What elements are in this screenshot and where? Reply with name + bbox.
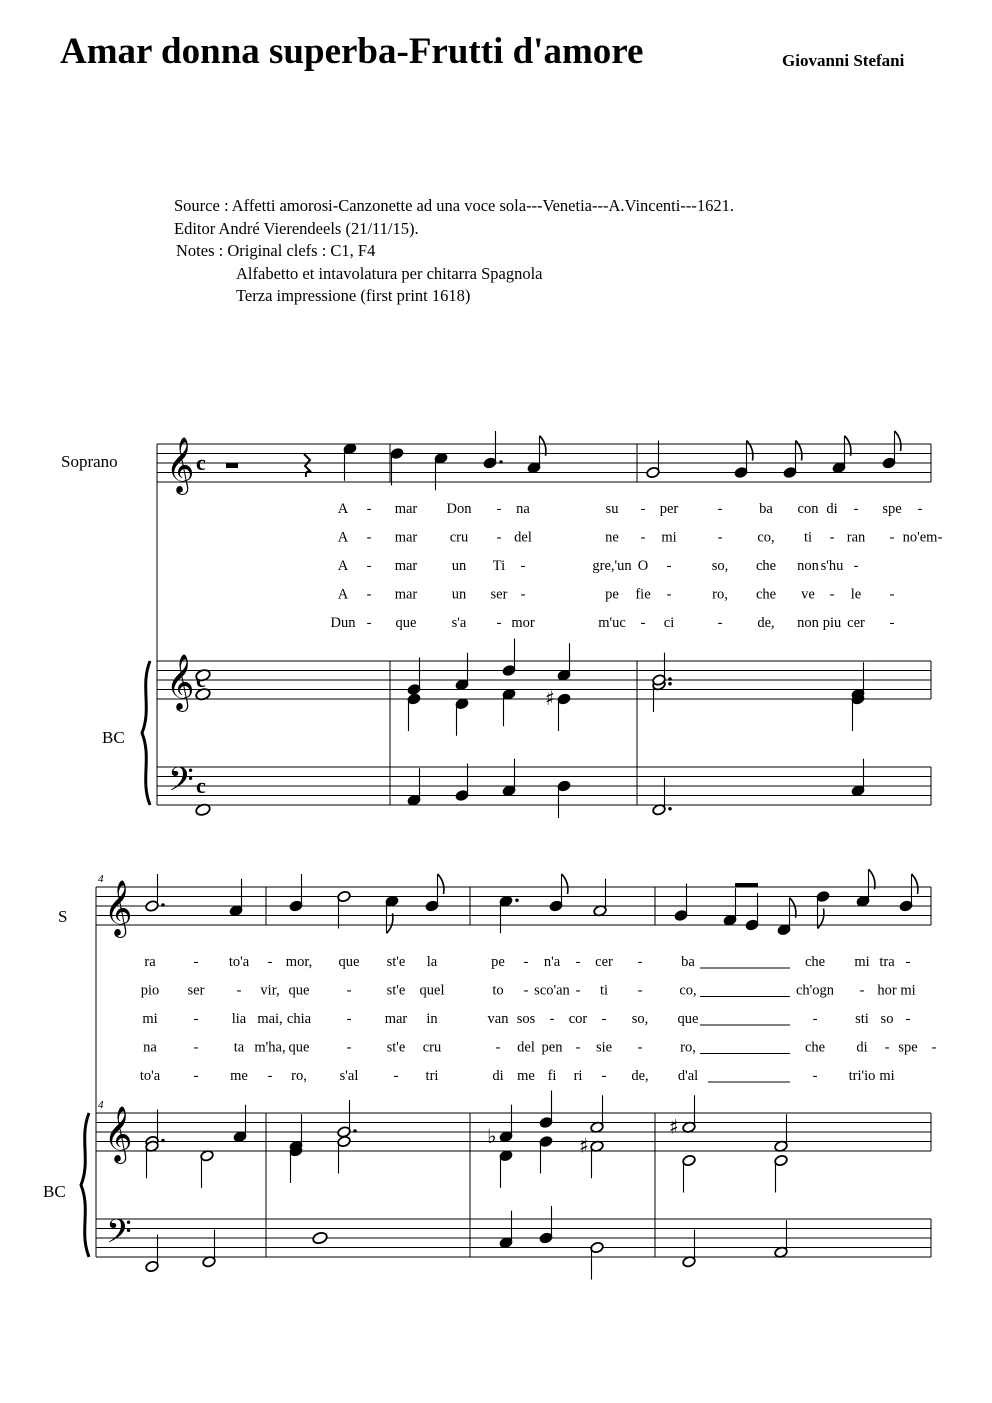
lyric-syllable: A xyxy=(337,586,349,603)
lyric-syllable: que xyxy=(338,954,360,970)
lyric-syllable: ri xyxy=(573,1068,583,1084)
lyric-syllable: mar xyxy=(394,558,418,574)
lyric-hyphen: - xyxy=(366,501,372,517)
lyric-syllable: st'e xyxy=(386,954,406,970)
lyric-hyphen: - xyxy=(853,501,859,517)
lyric-syllable: ba xyxy=(681,954,695,970)
lyric-syllable: ne xyxy=(605,529,619,546)
lyric-syllable: del xyxy=(517,1039,535,1056)
flag xyxy=(912,874,918,894)
lyric-syllable: Ti xyxy=(492,558,506,574)
lyric-syllable: un xyxy=(451,558,467,574)
lyric-syllable: di xyxy=(826,501,838,517)
lyric-syllable: mi xyxy=(854,954,870,970)
flag xyxy=(540,436,546,456)
lyric-syllable: mar xyxy=(394,586,418,603)
lyric-syllable: co, xyxy=(679,982,697,999)
lyric-syllable: cru xyxy=(449,529,469,546)
lyric-hyphen: - xyxy=(640,529,646,546)
lyric-syllable: O xyxy=(637,558,649,574)
lyric-hyphen: - xyxy=(193,1039,199,1056)
lyric-syllable: s'al xyxy=(339,1068,359,1084)
lyric-hyphen: - xyxy=(717,529,723,546)
lyric-syllable: mar xyxy=(394,529,418,546)
dot xyxy=(499,460,503,464)
lyric-syllable: che xyxy=(755,586,777,603)
brace xyxy=(142,661,150,805)
lyric-hyphen: - xyxy=(193,1068,199,1084)
lyric-hyphen: - xyxy=(889,615,895,631)
lyric-syllable: mai, xyxy=(257,1011,283,1027)
lyric-syllable: mi xyxy=(142,1011,158,1027)
lyric-syllable: pe xyxy=(605,586,619,603)
lyric-hyphen: - xyxy=(346,1039,352,1056)
lyric-syllable: chia xyxy=(286,1011,312,1027)
lyric-hyphen: - xyxy=(637,982,643,999)
lyric-syllable: d'al xyxy=(677,1068,699,1084)
lyric-syllable: ti xyxy=(803,529,813,546)
lyric-syllable: ve xyxy=(801,586,815,603)
lyric-hyphen: - xyxy=(640,501,646,517)
lyric-syllable: mi xyxy=(879,1068,895,1084)
lyric-syllable: non xyxy=(797,558,819,574)
lyric-hyphen: - xyxy=(905,1011,911,1027)
lyric-syllable: ro, xyxy=(712,586,728,603)
lyric-syllable: ba xyxy=(759,501,773,517)
lyric-syllable: ra xyxy=(144,954,156,970)
lyric-hyphen: - xyxy=(812,1068,818,1084)
lyric-syllable: na xyxy=(516,501,530,517)
lyric-syllable: quel xyxy=(419,982,445,999)
bass-clef: 𝄢 xyxy=(106,1213,132,1259)
lyric-hyphen: - xyxy=(640,615,646,631)
lyric-hyphen: - xyxy=(575,954,581,970)
time-signature: c xyxy=(196,773,206,798)
flat-sign: ♭ xyxy=(487,1123,497,1148)
piece-title: Amar donna superba-Frutti d'amore xyxy=(60,31,644,72)
lyric-hyphen: - xyxy=(496,529,502,546)
part-label-soprano-short: S xyxy=(58,907,68,926)
lyric-syllable: in xyxy=(426,1011,438,1027)
lyric-syllable: A xyxy=(337,501,349,517)
lyric-syllable: cru xyxy=(422,1039,442,1056)
lyric-syllable: spe xyxy=(882,501,902,517)
lyric-hyphen: - xyxy=(937,529,943,546)
lyric-syllable: vir, xyxy=(260,982,280,999)
bass-clef: 𝄢 xyxy=(168,761,194,807)
lyric-hyphen: - xyxy=(267,1068,273,1084)
treble-clef: 𝄞 xyxy=(104,1106,133,1162)
lyric-hyphen: - xyxy=(193,1011,199,1027)
lyric-syllable: non xyxy=(797,615,819,631)
lyric-syllable: su xyxy=(605,501,619,517)
lyric-hyphen: - xyxy=(496,501,502,517)
lyric-syllable: un xyxy=(451,586,467,603)
lyric-syllable: so, xyxy=(631,1011,649,1027)
editor-line: Editor André Vierendeels (21/11/15). xyxy=(174,218,419,238)
lyric-hyphen: - xyxy=(889,586,895,603)
dot xyxy=(515,898,519,902)
lyric-syllable: lia xyxy=(231,1011,247,1027)
flag xyxy=(895,431,901,451)
lyric-syllable: ta xyxy=(233,1039,245,1056)
lyric-syllable: s'a xyxy=(451,615,467,631)
part-label-bc-short: BC xyxy=(43,1182,66,1201)
lyric-hyphen: - xyxy=(853,558,859,574)
lyric-hyphen: - xyxy=(666,558,672,574)
lyric-hyphen: - xyxy=(366,558,372,574)
lyric-hyphen: - xyxy=(346,1011,352,1027)
brace xyxy=(81,1113,89,1257)
lyric-syllable: m'ha, xyxy=(254,1039,286,1056)
lyric-hyphen: - xyxy=(346,982,352,999)
part-label-soprano: Soprano xyxy=(61,452,118,471)
lyric-syllable: cor xyxy=(568,1011,588,1027)
lyric-syllable: que xyxy=(288,982,310,999)
source-line: Source : Affetti amorosi-Canzonette ad una voce sola---Venetia---A.Vincenti---1621. xyxy=(174,196,734,215)
lyric-syllable: tri xyxy=(425,1068,439,1084)
lyric-hyphen: - xyxy=(931,1039,937,1056)
lyric-syllable: me xyxy=(517,1068,535,1084)
lyric-syllable: s'hu xyxy=(820,558,844,574)
lyric-syllable: per xyxy=(659,501,679,517)
lyric-syllable: A xyxy=(337,529,349,546)
lyric-syllable: che xyxy=(804,954,826,970)
lyric-hyphen: - xyxy=(575,1039,581,1056)
lyric-hyphen: - xyxy=(520,586,526,603)
lyric-syllable: fie xyxy=(635,586,651,603)
lyric-hyphen: - xyxy=(889,529,895,546)
lyric-syllable: m'uc xyxy=(598,615,626,631)
lyric-hyphen: - xyxy=(601,1011,607,1027)
lyric-hyphen: - xyxy=(575,982,581,999)
composer-name: Giovanni Stefani xyxy=(782,51,905,70)
lyric-syllable: na xyxy=(143,1039,157,1056)
dot xyxy=(353,1129,357,1133)
lyric-syllable: cer xyxy=(595,954,613,970)
dot xyxy=(161,1139,165,1143)
treble-clef: 𝄞 xyxy=(104,880,133,936)
treble-clef: 𝄞 xyxy=(166,437,195,493)
lyric-syllable: fi xyxy=(547,1068,557,1084)
lyric-syllable: di xyxy=(492,1068,504,1084)
flag xyxy=(869,869,875,889)
lyric-hyphen: - xyxy=(884,1039,890,1056)
lyric-hyphen: - xyxy=(236,982,242,999)
half-rest xyxy=(226,463,238,468)
clefs-line: Notes : Original clefs : C1, F4 xyxy=(176,241,376,260)
lyric-syllable: de, xyxy=(631,1068,649,1084)
lyric-syllable: sco'an xyxy=(534,982,570,999)
quarter-rest xyxy=(304,454,311,477)
lyric-hyphen: - xyxy=(193,954,199,970)
lyric-syllable: ser xyxy=(490,586,508,603)
lyric-syllable: tri'io xyxy=(848,1068,876,1084)
lyric-syllable: to xyxy=(492,982,504,999)
lyric-hyphen: - xyxy=(495,1039,501,1056)
lyric-hyphen: - xyxy=(717,615,723,631)
lyric-syllable: mar xyxy=(384,1011,408,1027)
lyric-syllable: mi xyxy=(900,982,916,999)
lyric-syllable: A xyxy=(337,558,349,574)
part-label-bc: BC xyxy=(102,728,125,747)
lyric-hyphen: - xyxy=(549,1011,555,1027)
lyric-syllable: sie xyxy=(595,1039,613,1056)
lyric-syllable: pe xyxy=(491,954,505,970)
lyric-syllable: co, xyxy=(757,529,775,546)
lyric-hyphen: - xyxy=(859,982,865,999)
flag xyxy=(438,874,444,894)
lyric-syllable: la xyxy=(426,954,438,970)
lyric-syllable: cer xyxy=(847,615,865,631)
lyric-syllable: n'a xyxy=(543,954,561,970)
lyric-syllable: piu xyxy=(822,615,842,631)
treble-clef: 𝄞 xyxy=(166,654,195,710)
flag xyxy=(790,898,796,918)
lyric-hyphen: - xyxy=(905,954,911,970)
lyric-hyphen: - xyxy=(601,1068,607,1084)
dot xyxy=(668,807,672,811)
lyric-syllable: tra xyxy=(879,954,895,970)
lyric-syllable: hor xyxy=(877,982,897,999)
sharp-sign: ♯ xyxy=(545,686,555,710)
lyric-hyphen: - xyxy=(812,1011,818,1027)
lyric-syllable: st'e xyxy=(386,1039,406,1056)
lyric-syllable: so xyxy=(880,1011,894,1027)
lyric-syllable: ch'ogn xyxy=(795,982,835,999)
lyric-syllable: ro, xyxy=(680,1039,696,1056)
lyric-syllable: mor, xyxy=(285,954,313,970)
lyric-syllable: to'a xyxy=(139,1068,161,1084)
lyric-syllable: van xyxy=(487,1011,509,1027)
lyric-hyphen: - xyxy=(366,529,372,546)
lyric-syllable: di xyxy=(856,1039,868,1056)
lyric-hyphen: - xyxy=(366,586,372,603)
lyric-hyphen: - xyxy=(520,558,526,574)
lyric-syllable: sos xyxy=(516,1011,536,1027)
lyric-hyphen: - xyxy=(637,1039,643,1056)
lyric-syllable: ser xyxy=(187,982,205,999)
sharp-sign: ♯ xyxy=(669,1114,679,1139)
measure-number: 4 xyxy=(98,873,104,885)
lyric-syllable: de, xyxy=(757,615,775,631)
lyric-syllable: con xyxy=(797,501,819,517)
beam xyxy=(735,883,758,887)
dot xyxy=(668,677,672,681)
lyric-hyphen: - xyxy=(496,615,502,631)
lyric-syllable: ti xyxy=(599,982,609,999)
lyric-syllable: so, xyxy=(711,558,729,574)
lyric-syllable: no'em xyxy=(902,529,938,546)
lyric-syllable: le xyxy=(850,586,862,603)
flag xyxy=(387,913,393,933)
lyric-syllable: me xyxy=(230,1068,248,1084)
lyric-syllable: st'e xyxy=(386,982,406,999)
lyric-hyphen: - xyxy=(717,501,723,517)
lyric-hyphen: - xyxy=(393,1068,399,1084)
lyric-syllable: gre,'un xyxy=(592,558,632,574)
time-signature: c xyxy=(196,450,206,475)
lyric-syllable: pio xyxy=(140,982,160,999)
lyric-syllable: ci xyxy=(663,615,675,631)
lyric-syllable: del xyxy=(514,529,532,546)
lyrics xyxy=(140,501,943,1084)
lyric-hyphen: - xyxy=(666,586,672,603)
lyric-hyphen: - xyxy=(637,954,643,970)
lyric-syllable: che xyxy=(804,1039,826,1056)
lyric-syllable: que xyxy=(395,615,417,631)
lyric-syllable: mar xyxy=(394,501,418,517)
measure-number: 4 xyxy=(98,1099,104,1111)
lyric-syllable: mi xyxy=(661,529,677,546)
flag xyxy=(562,874,568,894)
impression-line: Terza impressione (first print 1618) xyxy=(236,286,471,305)
lyric-syllable: mor xyxy=(511,615,535,631)
sharp-sign: ♯ xyxy=(579,1133,589,1158)
lyric-hyphen: - xyxy=(523,982,529,999)
dot xyxy=(668,682,672,686)
lyric-hyphen: - xyxy=(267,954,273,970)
lyric-syllable: ro, xyxy=(291,1068,307,1084)
lyric-hyphen: - xyxy=(917,501,923,517)
lyric-syllable: ran xyxy=(846,529,866,546)
flag xyxy=(845,436,851,456)
lyric-syllable: pen xyxy=(541,1039,563,1056)
lyric-hyphen: - xyxy=(829,529,835,546)
lyric-syllable: spe xyxy=(898,1039,918,1056)
alfabetto-line: Alfabetto et intavolatura per chitarra Spagnola xyxy=(236,263,543,283)
lyric-syllable: Dun xyxy=(330,615,356,631)
lyric-syllable: que xyxy=(677,1011,699,1027)
lyric-syllable: que xyxy=(288,1039,310,1056)
lyric-hyphen: - xyxy=(366,615,372,631)
lyric-hyphen: - xyxy=(523,954,529,970)
lyric-syllable: Don xyxy=(446,501,472,517)
lyric-syllable: to'a xyxy=(228,954,250,970)
dot xyxy=(161,903,165,907)
lyric-syllable: che xyxy=(755,558,777,574)
notehead xyxy=(312,1231,328,1245)
lyric-hyphen: - xyxy=(829,586,835,603)
lyric-syllable: sti xyxy=(855,1011,869,1027)
